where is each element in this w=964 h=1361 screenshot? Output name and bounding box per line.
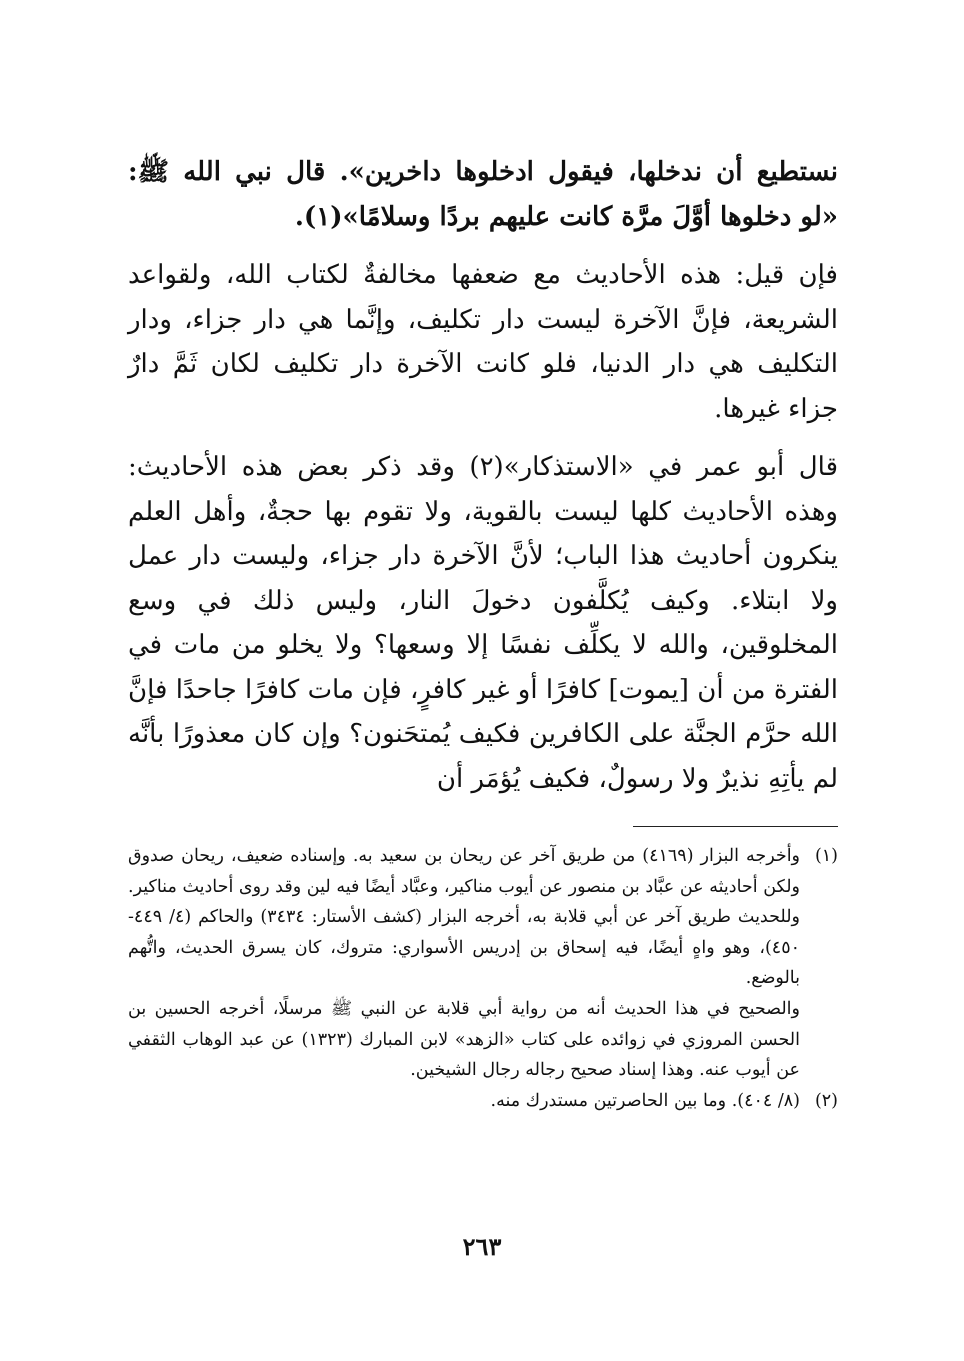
footnotes-section [128, 826, 838, 1116]
main-text [128, 150, 838, 801]
page-number: ٢٦٣ [462, 1232, 502, 1261]
footnote-2-number: (٢) [814, 1090, 838, 1111]
footnote-1-continuation: والصحيح في هذا الحديث أنه من رواية أبي قلابة عن النبي ﷺ مرسلًا، أخرجه الحسين بن الحسن المروزي في زوائده على كتاب «الزهد» لابن المبارك (١٣٢٣) عن عبد الوهاب الثقفي عن أيوب عنه. وهذا إسناد صحيح رجاله رجال الشيخين. [128, 998, 800, 1081]
paragraph-2: فإن قيل: هذه الأحاديث مع ضعفها مخالفةٌ لكتاب الله، ولقواعد الشريعة، فإنَّ الآخرة ليست دار تكليف، وإنَّما هي دار جزاء، ودار التكليف هي دار الدنيا، فلو كانت الآخرة دار تكليف لكان ثَمَّ دارٌ جزاء غيرها. [128, 260, 838, 424]
footnote-separator [633, 826, 838, 827]
footnote-1 [128, 841, 838, 994]
footnote-1-text: وأخرجه البزار (٤١٦٩) من طريق آخر عن ريحان بن سعيد به. وإسناده ضعيف، ريحان صدوق ولكن أحاديثه عن عبَّاد بن منصور عن أيوب مناكير، وعبَّاد أيضًا فيه لين وقد روى أحاديث مناكير. وللحديث طريق آخر عن أبي قلابة به، أخرجه البزار (كشف الأستار: ٣٤٣٤) والحاكم (٤/ ٤٤٩- ٤٥٠)، وهو واهٍ أيضًا، فيه إسحاق بن إدريس الأسواري: متروك، كان يسرق الحديث، واتُّهم بالوضع. [128, 846, 801, 989]
paragraph-3: قال أبو عمر في «الاستذكار»(٢) وقد ذكر بعض هذه الأحاديث: وهذه الأحاديث كلها ليست بالقوية، ولا تقوم بها حجةٌ، وأهل العلم ينكرون أحاديث هذا الباب؛ لأنَّ الآخرة دار جزاء، وليست دار عمل ولا ابتلاء. وكيف يُكلَّفون دخولَ النار، وليس ذلك في وسع المخلوقين، والله لا يكلِّف نفسًا إلا وسعها؟ ولا يخلو من مات في الفترة من أن [يموت] كافرًا أو غير كافرٍ، فإن مات كافرًا جاحدًا فإنَّ الله حرَّم الجنَّة على الكافرين فكيف يُمتحَنون؟ وإن كان معذورًا بأنَّه لم يأتِهِ نذيرٌ ولا رسولٌ، فكيف يُؤمَر أن [128, 452, 838, 794]
footnote-2 [128, 1086, 838, 1117]
footnote-1-number: (١) [814, 846, 838, 866]
footnote-2-text: (٨/ ٤٠٤). وما بين الحاصرتين مستدرك منه. [490, 1090, 800, 1111]
paragraph-1: نستطيع أن ندخلها، فيقول ادخلوها داخرين». قال نبي الله ﷺ: «لو دخلوها أوَّلَ مرَّة كانت عليهم بردًا وسلامًا»(١). [128, 157, 838, 232]
